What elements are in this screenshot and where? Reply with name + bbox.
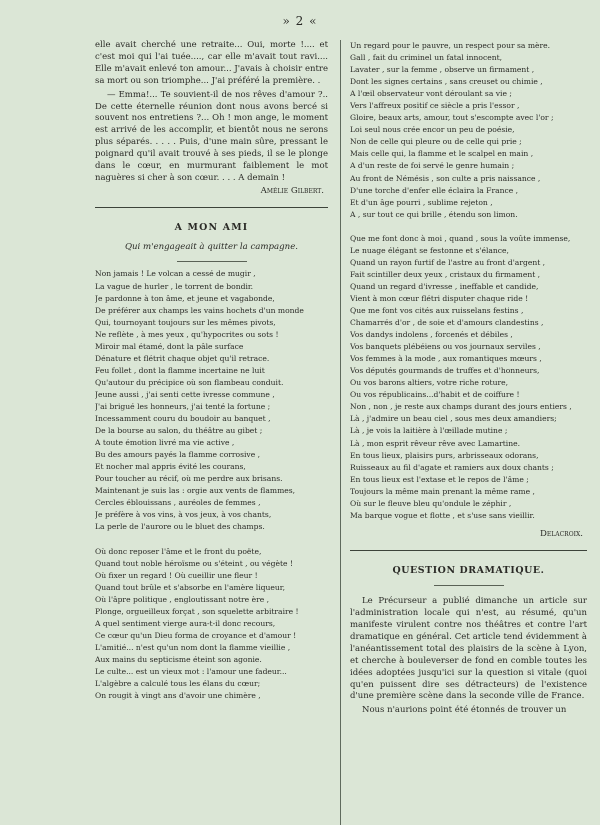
right-column [350,40,587,717]
verse-line: La perle de l'aurore ou le bluet des champs. [95,522,265,532]
verse-line: Vers l'affreux positif ce siècle a pris l'essor , [350,101,520,111]
verse-line: Vient à mon cœur flétri disputer chaque ride ! [350,293,529,303]
verse-line: Non de celle qui pleure ou de celle qui prie ; [350,137,522,147]
verse-line: Là , je vois la laitière à l'œillade mutine ; [350,426,508,436]
story-signature: Amélie Gilbert. [260,185,324,196]
verse-line: A quel sentiment vierge aura-t-il donc recours, [95,618,276,628]
verse-line: Bu des amours payés la flamme corrosive , [95,450,261,460]
verse-line: Pour toucher au récif, où me perdre aux brisans. [95,474,283,484]
verse-line: Où l'âpre politique , engloutissant notre ère , [95,594,270,604]
section-separator [350,550,587,551]
verse-line: Ou vos républicains...d'habit et de coiffure ! [350,390,520,400]
verse-line: Qu'autour du précipice où son flambeau conduit. [95,377,284,387]
verse-line: Mais celle qui, la flamme et le scalpel en main , [350,149,534,159]
verse-line: L'algèbre a calculé tous les élans du cœur; [95,679,261,689]
verse-line: Cercles éblouissans , auréoles de femmes , [95,498,261,508]
verse-line: Ma barque vogue et flotte , et s'use sans vieillir. [350,510,535,520]
verse-line: Le nuage élégant se festonne et s'élance, [350,245,509,255]
verse-line: Où donc reposer l'âme et le front du poëte, [95,546,262,556]
verse-line: Là , mon esprit rêveur rêve avec Lamartine. [350,438,521,448]
poem-stanza [350,233,587,522]
verse-line: Dont les signes certains , sans creuset ou chimie , [350,77,543,87]
title-underline [434,585,504,586]
verse-line: A toute émotion livré ma vie active , [95,438,235,448]
verse-line: Que me font vos cités aux ruisselans festins , [350,305,524,315]
verse-line: Le culte... est un vieux mot : l'amour une fadeur... [95,666,287,676]
verse-line: Ce cœur qu'un Dieu forma de croyance et d'amour ! [95,630,297,640]
verse-line: L'amitié... n'est qu'un nom dont la flamme vieillie , [95,642,291,652]
verse-line: A , sur tout ce qui brille , étendu son limon. [350,209,518,219]
verse-line: Au front de Némésis , son culte a pris naissance , [350,173,541,183]
poem-stanza [95,546,328,703]
verse-line: En tous lieux est l'extase et le repos de l'âme ; [350,474,529,484]
verse-line: Non jamais ! Le volcan a cessé de mugir , [95,269,256,279]
verse-line: Toujours la même main prenant la même rame , [350,486,535,496]
verse-line: Plonge, orgueilleux forçat , son squelette arbitraire ! [95,606,299,616]
verse-line: Vos banquets plébéiens ou vos journaux serviles , [350,342,541,352]
poem-signature: Delacroix. [540,528,583,539]
verse-line: Miroir mal étamé, dont la pâle surface [95,341,244,351]
story-paragraph-1: elle avait cherché une retraite... Oui, morte !.... et c'est moi qui l'ai tuée...., car elle m'avait tout ravi.... Elle m'avait enlevé ton amour... J'avais à choisir entre sa mort ou son triomphe... J'ai préféré la première. . [95,40,328,86]
verse-line: Vos députés gourmands de truffes et d'honneurs, [350,366,540,376]
verse-line: En tous lieux, plaisirs purs, arbrisseaux odorans, [350,450,539,460]
verse-line: Je préfère à vos vins, à vos jeux, à vos chants, [95,510,272,520]
verse-line: Gall , fait du criminel un fatal innocent, [350,53,503,63]
verse-line: Ou vos barons altiers, votre riche roture, [350,378,509,388]
verse-line: On rougit à vingt ans d'avoir une chimère , [95,691,261,701]
verse-line: Quand tout noble héroïsme ou s'éteint , ou végète ! [95,558,294,568]
verse-line: Que me font donc à moi , quand , sous la voûte immense, [350,233,571,243]
verse-line: Loi seul nous crée encor un peu de poésie, [350,125,515,135]
article-paragraph-1: Le Précurseur a publié dimanche un article sur l'administration locale qui n'est, au résumé, qu'un manifeste virulent contre nos théâtres et contre l'art dramatique en général. Cet article tend évidemment à l'anéantissement total des plaisirs de la scène à Lyon, et cherche à bouleverser de fond en comble toutes les idées adoptées jusqu'ici sur la question si vitale (quoi qu'en puissent dire ses détracteurs) de l'existence d'une première scène dans la seconde ville de France. [350,596,587,702]
verse-line: Vos dandys indolens , forcenés et débiles , [350,330,513,340]
verse-line: Et d'un âge pourri , sublime rejeton , [350,197,493,207]
verse-line: A l'œil observateur vont déroulant sa vie ; [350,89,512,99]
verse-line: Là , j'admire un beau ciel , sous mes deux amandiers; [350,414,557,424]
verse-line: Maintenant je suis las : orgie aux vents de flammes, [95,486,296,496]
verse-line: Qui, tournoyant toujours sur les mêmes pivots, [95,317,276,327]
verse-line: Aux mains du septicisme éteint son agonie. [95,654,262,664]
verse-line: Lavater , sur la femme , observe un firmament , [350,65,535,75]
verse-line: Gloire, beaux arts, amour, tout s'escompte avec l'or ; [350,113,554,123]
article-body [350,596,587,717]
verse-line: Incessamment couru du boudoir au banquet , [95,414,271,424]
page-number: » 2 « [282,14,318,28]
verse-line: Où sur le fleuve bleu qu'ondule le zéphir , [350,498,512,508]
verse-line: Et nocher mal appris évité les courans, [95,462,246,472]
article-title: QUESTION DRAMATIQUE. [392,565,545,577]
verse-line: Chamarrés d'or , de soie et d'amours clandestins , [350,318,544,328]
verse-line: D'une torche d'enfer elle éclaira la France , [350,185,519,195]
verse-line: Jeune aussi , j'ai senti cette ivresse commune , [95,389,275,399]
verse-line: Quand tout brûle et s'absorbe en l'amère liqueur, [95,582,285,592]
verse-line: J'ai brigué les honneurs, j'ai tenté la fortune ; [95,402,271,411]
verse-line: A d'un reste de foi servé le genre humain ; [350,161,515,171]
verse-line: Je pardonne à ton âme, et jeune et vagabonde, [95,293,275,303]
verse-line: Dénature et flétrit chaque objet qu'il retrace. [95,353,270,363]
verse-line: Quand un regard d'ivresse , ineffable et candide, [350,281,539,291]
verse-line: Ne reflète , à mes yeux , qu'hypocrites ou sots ! [95,329,279,339]
verse-line: Quand un rayon furtif de l'astre au front d'argent , [350,257,546,267]
verse-line: De la bourse au salon, du théâtre au gibet ; [95,426,263,436]
left-column [95,40,328,702]
poem-title: A MON AMI [174,222,249,234]
story-paragraph-2: — Emma!... Te souvient-il de nos rêves d'amour ?.. De cette éternelle réunion dont nous avons bercé si souvent nos entretiens ?... Oh ! mon ange, le moment est arrivé de les accomplir, et bientôt nous ne serons plus séparés. . . . . Puis, d'une main sûre, pressant le poignard qu'il avait trouvé à ses pieds, il se le plonge dans le cœur, en murmurant faiblement le mot naguères si cher à son cœur. . . . A demain ! [95,89,328,183]
verse-line: La vague de hurler , le torrent de bondir. [95,281,254,291]
poem-subtitle: Qui m'engageait à quitter la campagne. [124,242,299,253]
verse-line: Un regard pour le pauvre, un respect pour sa mère. [350,41,551,50]
verse-line: Vos femmes à la mode , aux romantiques mœurs , [350,354,542,364]
poem-stanza [350,40,587,221]
poem-right [350,40,587,522]
verse-line: Feu follet , dont la flamme incertaine ne luit [95,365,265,375]
poem-stanza [95,268,328,533]
verse-line: De préférer aux champs les vains hochets d'un monde [95,305,304,315]
article-paragraph-2: Nous n'aurions point été étonnés de trouver un [362,705,567,716]
section-separator [95,207,328,208]
poem-left [95,268,328,702]
verse-line: Fait scintiller deux yeux , cristaux du firmament , [350,269,541,279]
column-rule [340,40,341,825]
title-underline [177,261,247,262]
verse-line: Où fixer un regard ! Où cueillir une fleur ! [95,570,258,580]
verse-line: Non , non , je reste aux champs durant des jours entiers , [350,402,572,412]
verse-line: Ruisseaux au fil d'agate et ramiers aux doux chants ; [350,462,554,472]
